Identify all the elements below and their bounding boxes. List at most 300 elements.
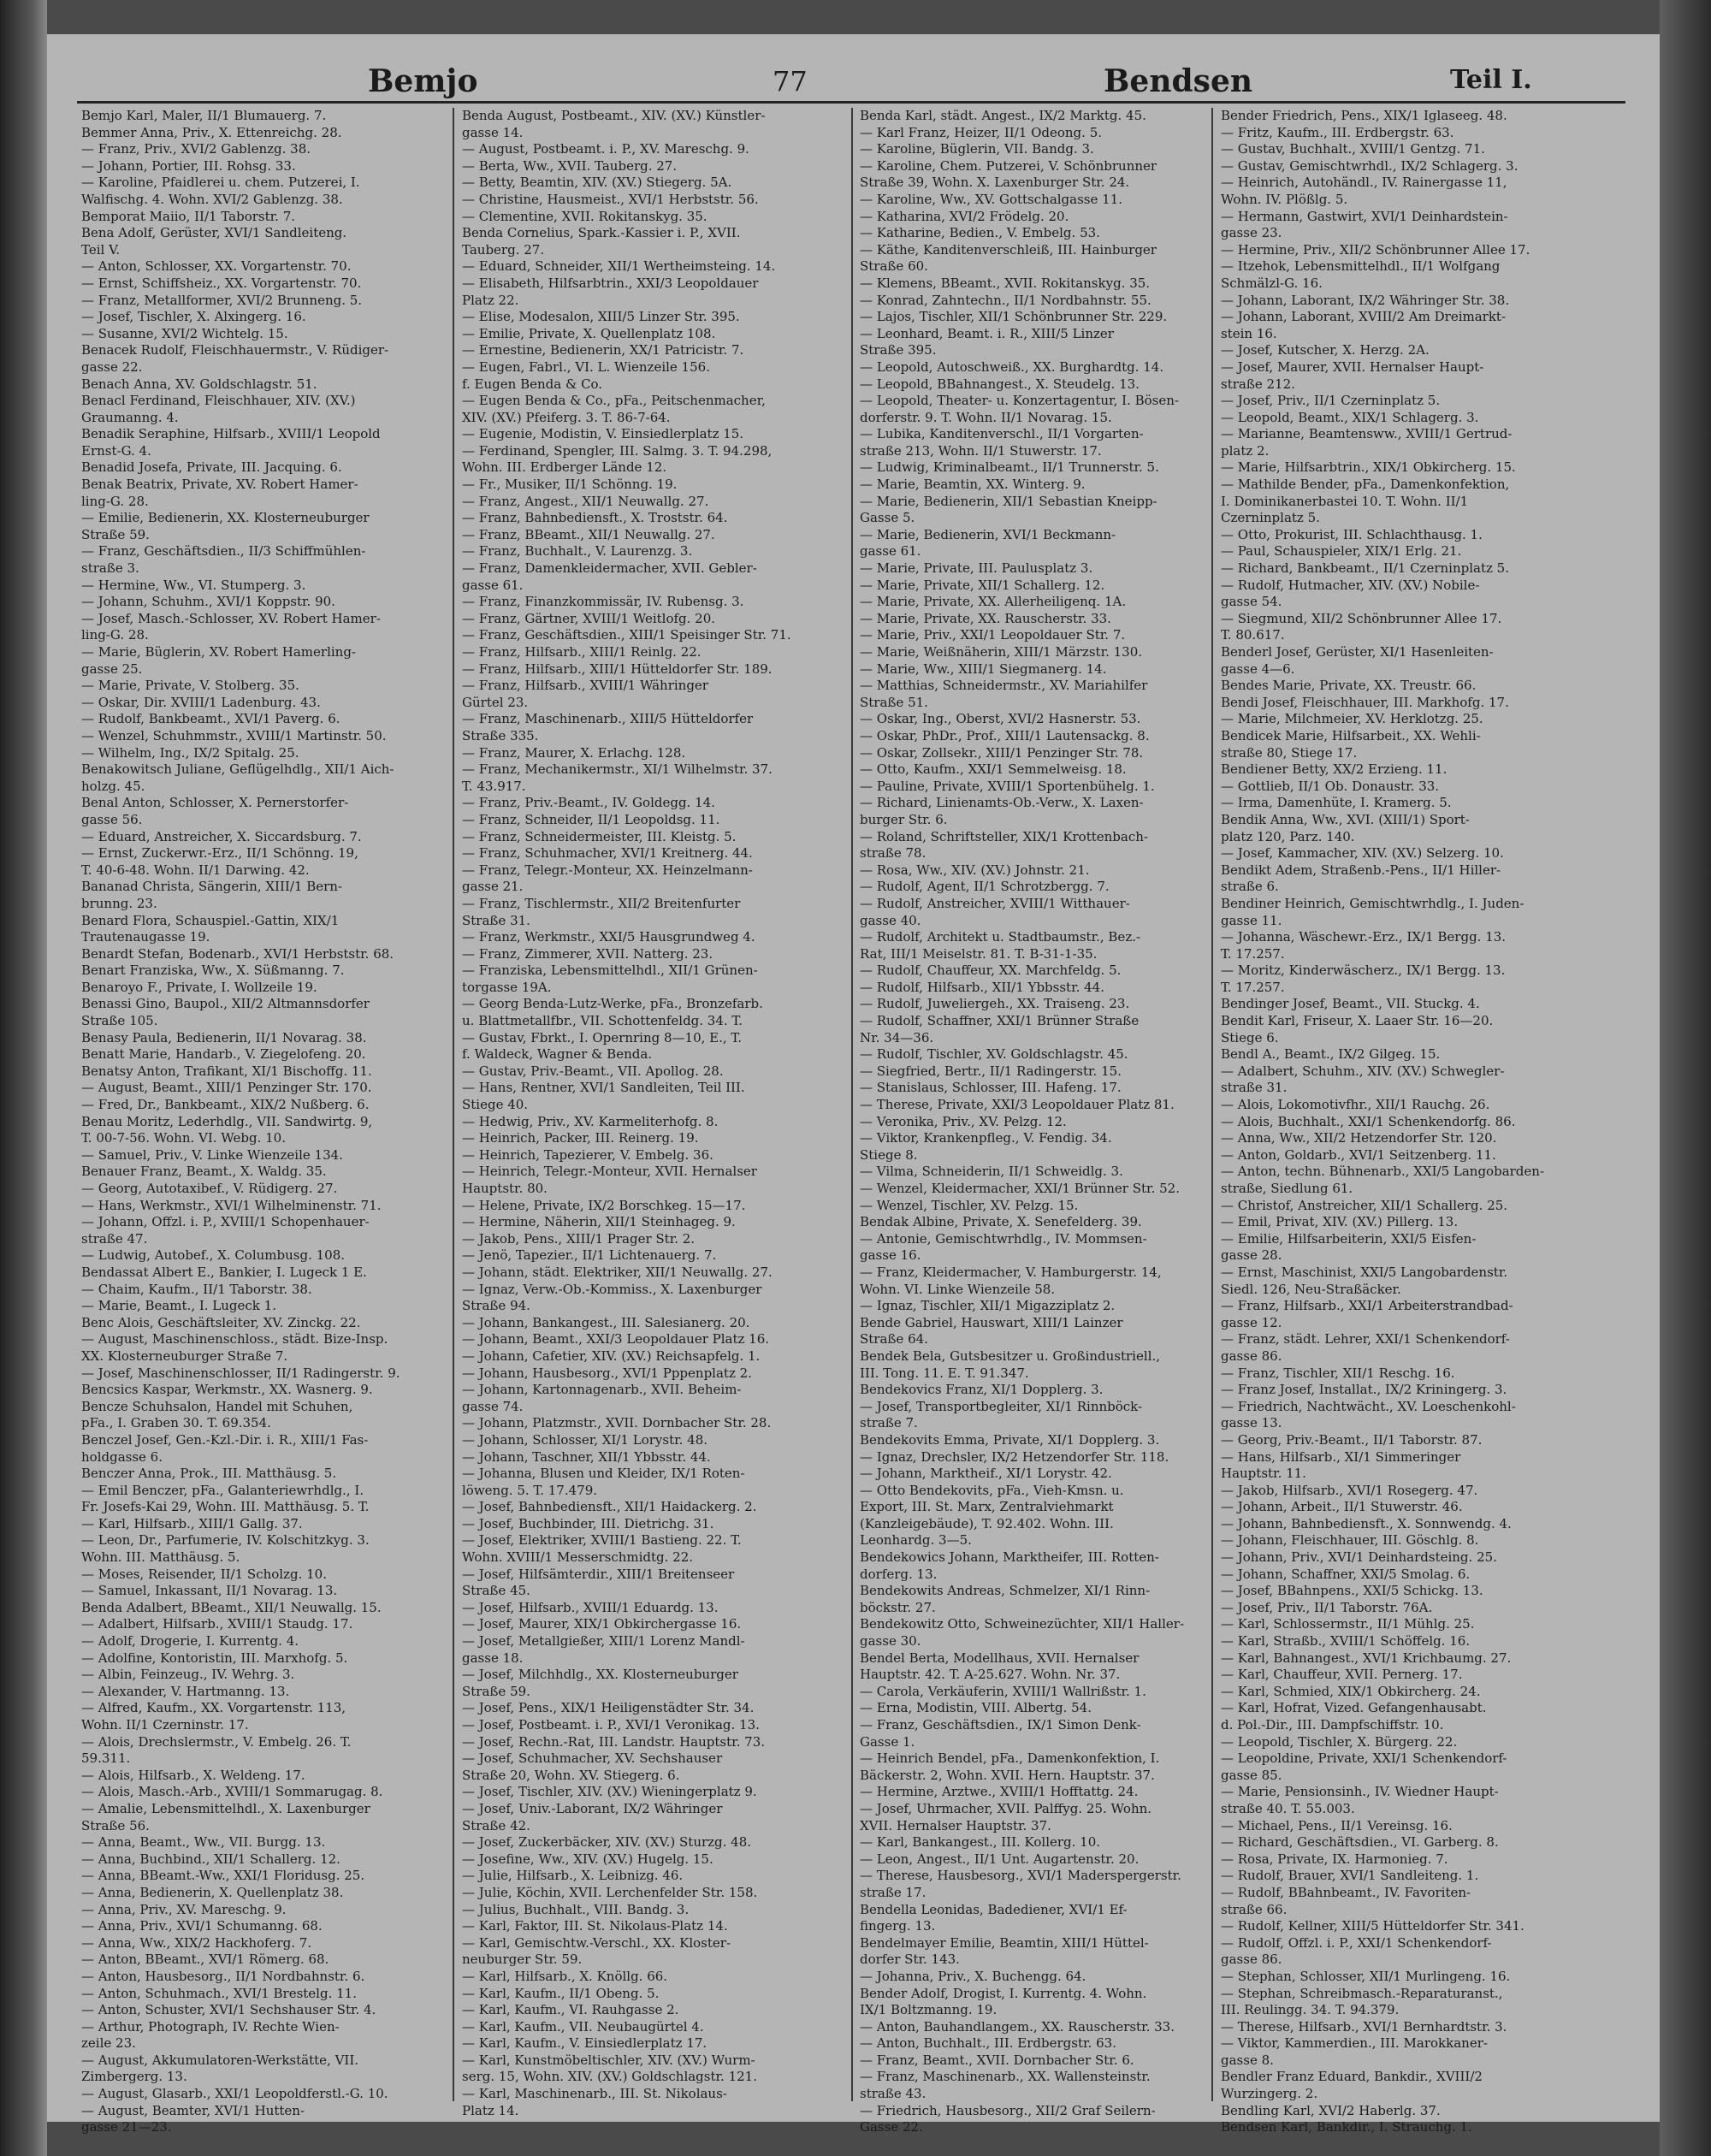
directory-entry: — Anton, Schlosser, XX. Vorgartenstr. 70. — [81, 258, 352, 275]
directory-entry: — Christof, Anstreicher, XII/1 Schallerg. 25. — [1221, 1197, 1508, 1213]
directory-entry: — Eduard, Anstreicher, X. Siccardsburg. 7. — [81, 828, 362, 844]
directory-entry: gasse 56. — [81, 811, 143, 827]
directory-entry: Benasy Paula, Bedienerin, II/1 Novarag. 38. — [81, 1029, 367, 1045]
directory-entry: — Franz, Mechanikermstr., XI/1 Wilhelmstr. 37. — [462, 761, 773, 778]
directory-entry: Bende Gabriel, Hauswart, XIII/1 Lainzer — [860, 1314, 1123, 1330]
directory-entry: gasse 54. — [1221, 594, 1282, 610]
directory-entry: — Marie, Private, XII/1 Schallerg. 12. — [860, 577, 1105, 593]
directory-entry: — Wenzel, Kleidermacher, XXI/1 Brünner Str. 52. — [860, 1181, 1180, 1196]
directory-entry: — Rudolf, BBahnbeamt., IV. Favoriten- — [1221, 1884, 1471, 1900]
directory-entry: Bendak Albine, Private, X. Senefelderg. 39. — [860, 1214, 1142, 1230]
directory-entry: holzg. 45. — [81, 778, 145, 794]
directory-entry: — Hermine, Näherin, XII/1 Steinhageg. 9. — [462, 1214, 736, 1230]
part-label: Teil I. — [1450, 65, 1532, 95]
directory-entry: T. 43.917. — [462, 778, 526, 794]
directory-entry: Bendelmayer Emilie, Beamtin, XIII/1 Hüttel- — [860, 1934, 1149, 1951]
directory-entry: straße 80, Stiege 17. — [1221, 744, 1358, 761]
directory-entry: Bender Adolf, Drogist, I. Kurrentg. 4. Wohn. — [860, 1985, 1147, 2001]
directory-entry: — Marie, Private, XX. Rauscherstr. 33. — [860, 610, 1111, 626]
directory-entry: Gasse 5. — [860, 510, 915, 526]
directory-entry: — Marie, Bedienerin, XVI/1 Beckmann- — [860, 526, 1116, 542]
directory-entry: Straße 56. — [81, 1817, 150, 1833]
directory-entry: — Gustav, Buchhalt., XVIII/1 Gentzg. 71. — [1221, 141, 1485, 157]
directory-entry: — Ernestine, Bedienerin, XX/1 Patricistr. 7. — [462, 342, 744, 358]
directory-entry: — Rudolf, Kellner, XIII/5 Hütteldorfer Str. 341. — [1221, 1918, 1525, 1934]
directory-entry: — Karl, Chauffeur, XVII. Pernerg. 17. — [1221, 1667, 1463, 1683]
directory-entry: — Leonhard, Beamt. i. R., XIII/5 Linzer — [860, 325, 1114, 341]
directory-entry: Bendler Franz Eduard, Bankdir., XVIII/2 — [1221, 2069, 1483, 2085]
directory-entry: — Alexander, V. Hartmanng. 13. — [81, 1683, 290, 1699]
directory-entry: — Josef, Tischler, XIV. (XV.) Wieningerplatz 9. — [462, 1784, 757, 1800]
directory-entry: — Franz, Maurer, X. Erlachg. 128. — [462, 744, 686, 761]
directory-entry: — Franz, Hilfsarb., XXI/1 Arbeiterstrandbad- — [1221, 1298, 1513, 1314]
directory-entry: Wurzingerg. 2. — [1221, 2086, 1318, 2102]
directory-entry: — Franz, BBeamt., XII/1 Neuwallg. 27. — [462, 526, 715, 542]
directory-entry: III. Reulingg. 34. T. 94.379. — [1221, 2002, 1400, 2018]
directory-entry: gasse 16. — [860, 1247, 921, 1264]
directory-entry: — Karl, Kaufm., VII. Neubaugürtel 4. — [462, 2018, 704, 2035]
directory-entry: — Rosa, Ww., XIV. (XV.) Johnstr. 21. — [860, 862, 1090, 878]
directory-entry: Teil V. — [81, 241, 121, 258]
directory-entry: Straße 45. — [462, 1583, 530, 1599]
directory-entry: — Marie, Beamt., I. Lugeck 1. — [81, 1298, 276, 1314]
directory-entry: — Elise, Modesalon, XIII/5 Linzer Str. 395. — [462, 309, 740, 325]
page-number: 77 — [773, 65, 808, 98]
directory-entry: Bencze Schuhsalon, Handel mit Schuhen, — [81, 1398, 353, 1414]
directory-entry: Bendekowitz Otto, Schweinezüchter, XII/1 Haller- — [860, 1616, 1185, 1632]
directory-entry: — Karoline, Chem. Putzerei, V. Schönbrunner — [860, 157, 1157, 174]
directory-entry: — Franz, Hilfsarb., XIII/1 Reinlg. 22. — [462, 644, 702, 660]
directory-entry: — Clementine, XVII. Rokitanskyg. 35. — [462, 208, 707, 224]
directory-entry: — Josef, Bahnbediensft., XII/1 Haidackerg. 2. — [462, 1499, 757, 1515]
directory-entry: — Franz, Damenkleidermacher, XVII. Gebler- — [462, 560, 757, 577]
directory-entry: Benard Flora, Schauspiel.-Gattin, XIX/1 — [81, 912, 340, 928]
directory-entry: — Franz, Maschinenarb., XX. Wallensteinstr. — [860, 2069, 1151, 2085]
directory-entry: — Heinrich, Autohändl., IV. Rainergasse 11, — [1221, 175, 1507, 191]
directory-entry: Straße 39, Wohn. X. Laxenburger Str. 24. — [860, 175, 1130, 191]
directory-entry: — Marie, Private, V. Stolberg. 35. — [81, 678, 299, 694]
directory-entry: — Franz, Tischler, XII/1 Reschg. 16. — [1221, 1365, 1455, 1381]
directory-entry: Wohn. III. Erdberger Lände 12. — [462, 459, 667, 476]
directory-entry: straße 213, Wohn. II/1 Stuwerstr. 17. — [860, 442, 1102, 459]
directory-entry: dorferg. 13. — [860, 1566, 938, 1582]
directory-entry: Bendicek Marie, Hilfsarbeit., XX. Wehli- — [1221, 727, 1481, 743]
directory-entry: platz 2. — [1221, 442, 1270, 459]
directory-entry: — Franz, Buchhalt., V. Laurenzg. 3. — [462, 543, 693, 560]
directory-entry: — Rudolf, Brauer, XVI/1 Sandleiteng. 1. — [1221, 1868, 1479, 1884]
directory-entry: Bananad Christa, Sängerin, XIII/1 Bern- — [81, 879, 342, 895]
directory-entry: — Johann, Laborant, XVIII/2 Am Dreimarkt- — [1221, 309, 1507, 325]
directory-entry: Wohn. IV. Plößlg. 5. — [1221, 191, 1348, 207]
directory-entry: — Marie, Weißnäherin, XIII/1 Märzstr. 130. — [860, 644, 1143, 660]
directory-entry: — Hans, Hilfsarb., XI/1 Simmeringer — [1221, 1448, 1461, 1465]
directory-entry: — Marie, Priv., XXI/1 Leopoldauer Str. 7. — [860, 627, 1126, 643]
directory-entry: Benczer Anna, Prok., III. Matthäusg. 5. — [81, 1466, 337, 1482]
directory-entry: — Marie, Bedienerin, XII/1 Sebastian Kneipp- — [860, 493, 1157, 509]
directory-entry: Benacl Ferdinand, Fleischhauer, XIV. (XV.) — [81, 393, 356, 409]
directory-entry: Bendiener Betty, XX/2 Erzieng. 11. — [1221, 761, 1448, 778]
directory-entry: Bendikt Adem, Straßenb.-Pens., II/1 Hiller- — [1221, 862, 1501, 878]
directory-entry: straße 47. — [81, 1230, 148, 1247]
directory-entry: — Oskar, Zollsekr., XIII/1 Penzinger Str. 78. — [860, 744, 1144, 761]
directory-entry: — Karl, Straßb., XVIII/1 Schöffelg. 16. — [1221, 1633, 1471, 1650]
directory-entry: — Pauline, Private, XVIII/1 Sportenbühelg. 1. — [860, 778, 1155, 794]
directory-entry: Bendl A., Beamt., IX/2 Gilgeg. 15. — [1221, 1046, 1441, 1063]
directory-entry: Benadik Seraphine, Hilfsarb., XVIII/1 Leopold — [81, 426, 381, 442]
directory-entry: Wohn. II/1 Czerninstr. 17. — [81, 1717, 249, 1732]
directory-entry: — Heinrich, Telegr.-Monteur, XVII. Hernalser — [462, 1164, 757, 1180]
directory-entry: Benassi Gino, Baupol., XII/2 Altmannsdorfer — [81, 996, 370, 1012]
directory-entry: — Franz, Priv.-Beamt., IV. Goldegg. 14. — [462, 795, 715, 811]
directory-entry: — Ignaz, Verw.-Ob.-Kommiss., X. Laxenburger — [462, 1281, 762, 1297]
directory-entry: — Johann, Portier, III. Rohsg. 33. — [81, 157, 296, 174]
directory-entry: straße 66. — [1221, 1901, 1288, 1917]
directory-entry: XVII. Hernalser Hauptstr. 37. — [860, 1817, 1051, 1833]
directory-entry: — Josef, Kammacher, XIV. (XV.) Selzerg. 10. — [1221, 845, 1504, 862]
directory-entry: — Eugen, Fabrl., VI. L. Wienzeile 156. — [462, 358, 710, 375]
directory-entry: — Rudolf, Bankbeamt., XVI/1 Paverg. 6. — [81, 711, 340, 727]
directory-entry: Zimbergerg. 13. — [81, 2069, 187, 2085]
directory-entry: Straße 60. — [860, 258, 928, 275]
directory-entry: — Josef, Priv., II/1 Czerninplatz 5. — [1221, 393, 1441, 409]
directory-entry: — Arthur, Photograph, IV. Rechte Wien- — [81, 2018, 340, 2035]
directory-entry: — Rudolf, Schaffner, XXI/1 Brünner Straße — [860, 1013, 1140, 1029]
right-guide-word: Bendsen — [1104, 63, 1253, 99]
directory-entry: Benacek Rudolf, Fleischhauermstr., V. Rüdiger- — [81, 342, 389, 358]
directory-entry: — Leopoldine, Private, XXI/1 Schenkendorf- — [1221, 1750, 1507, 1767]
directory-entry: — Franz, Schneidermeister, III. Kleistg. 5. — [462, 828, 737, 844]
directory-entry: — Rudolf, Chauffeur, XX. Marchfeldg. 5. — [860, 962, 1122, 979]
directory-entry: — Fr., Musiker, II/1 Schönng. 19. — [462, 477, 678, 493]
directory-entry: — Karl Franz, Heizer, II/1 Odeong. 5. — [860, 124, 1103, 140]
directory-entry: gasse 22. — [81, 358, 143, 375]
directory-entry: gasse 30. — [860, 1633, 921, 1650]
directory-entry: — Anton, techn. Bühnenarb., XXI/5 Langobarden- — [1221, 1164, 1545, 1180]
directory-entry: Benau Moritz, Lederhdlg., VII. Sandwirtg. 9, — [81, 1113, 373, 1129]
directory-entry: — Josef, Rechn.-Rat, III. Landstr. Hauptstr. 73. — [462, 1733, 766, 1750]
directory-entry: — Adolfine, Kontoristin, III. Marxhofg. 5. — [81, 1650, 348, 1666]
directory-entry: T. 40-6-48. Wohn. II/1 Darwing. 42. — [81, 862, 310, 878]
directory-entry: — Anna, Ww., XIX/2 Hackhoferg. 7. — [81, 1934, 312, 1951]
directory-entry: — Richard, Geschäftsdien., VI. Garberg. 8. — [1221, 1834, 1499, 1851]
directory-entry: — Hermann, Gastwirt, XVI/1 Deinhardstein- — [1221, 208, 1508, 224]
directory-entry: — Karl, Schlossermstr., II/1 Mühlg. 25. — [1221, 1616, 1475, 1632]
directory-entry: Wohn. XVIII/1 Messerschmidtg. 22. — [462, 1549, 694, 1566]
directory-entry: — Anton, Schuhmach., XVI/1 Brestelg. 11. — [81, 1985, 357, 2001]
directory-entry: Straße 59. — [81, 526, 150, 542]
directory-entry: Benardt Stefan, Bodenarb., XVI/1 Herbststr. 68. — [81, 945, 394, 962]
directory-entry: straße 40. T. 55.003. — [1221, 1800, 1355, 1816]
directory-entry: — Samuel, Priv., V. Linke Wienzeile 134. — [81, 1146, 343, 1163]
directory-entry: — Karl, Hilfsarb., X. Knöllg. 66. — [462, 1968, 668, 1984]
directory-entry: — Emilie, Private, X. Quellenplatz 108. — [462, 325, 716, 341]
directory-entry: — Marianne, Beamtensww., XVIII/1 Gertrud- — [1221, 426, 1513, 442]
directory-entry: Gasse 1. — [860, 1733, 915, 1750]
directory-entry: — Matthias, Schneidermstr., XV. Mariahilfer — [860, 678, 1148, 694]
directory-entry: gasse 25. — [81, 660, 143, 677]
directory-entry: gasse 12. — [1221, 1314, 1282, 1330]
directory-entry: straße 78. — [860, 845, 927, 862]
directory-entry: straße 7. — [860, 1415, 918, 1431]
directory-entry: III. Tong. 11. E. T. 91.347. — [860, 1365, 1029, 1381]
directory-entry: — Franz, Maschinenarb., XIII/5 Hütteldorfer — [462, 711, 754, 727]
directory-entry: holdgasse 6. — [81, 1448, 163, 1465]
directory-entry: burger Str. 6. — [860, 811, 948, 827]
directory-entry: — Leon, Angest., II/1 Unt. Augartenstr. 20. — [860, 1851, 1140, 1867]
directory-entry: — Josef, Tischler, X. Alxingerg. 16. — [81, 309, 306, 325]
directory-entry: — August, Beamter, XVI/1 Hutten- — [81, 2102, 305, 2118]
directory-entry: 59.311. — [81, 1750, 131, 1767]
directory-entry: — Marie, Beamtin, XX. Winterg. 9. — [860, 477, 1086, 493]
directory-entry: — Josef, Zuckerbäcker, XIV. (XV.) Sturzg. 48. — [462, 1834, 752, 1851]
directory-entry: — Franz, städt. Lehrer, XXI/1 Schenkendorf- — [1221, 1331, 1510, 1348]
directory-entry: — Johanna, Priv., X. Buchengg. 64. — [860, 1968, 1086, 1984]
directory-entry: — Karoline, Büglerin, VII. Bandg. 3. — [860, 141, 1094, 157]
directory-entry: T. 80.617. — [1221, 627, 1285, 643]
directory-entry: d. Pol.-Dir., III. Dampfschiffstr. 10. — [1221, 1717, 1444, 1732]
directory-entry: — Marie, Private, III. Paulusplatz 3. — [860, 560, 1093, 577]
directory-entry: straße 3. — [81, 560, 139, 577]
directory-entry: — Franz, Finanzkommissär, IV. Rubensg. 3. — [462, 594, 744, 610]
directory-entry: — Johann, Schaffner, XXI/5 Smolag. 6. — [1221, 1566, 1471, 1582]
directory-entry: straße 43. — [860, 2086, 927, 2102]
directory-entry: Benadid Josefa, Private, III. Jacquing. 6. — [81, 459, 342, 476]
directory-entry: — Josef, Schuhmacher, XV. Sechshauser — [462, 1750, 723, 1767]
directory-column-1 — [81, 108, 445, 2135]
directory-entry: Bena Adolf, Gerüster, XVI/1 Sandleiteng. — [81, 225, 347, 241]
column-divider — [851, 108, 853, 2101]
directory-entry: Bendekovits Emma, Private, XI/1 Dopplerg. 3. — [860, 1431, 1160, 1448]
directory-entry: — Alfred, Kaufm., XX. Vorgartenstr. 113, — [81, 1700, 346, 1716]
directory-entry: torgasse 19A. — [462, 979, 552, 995]
directory-entry: Bendassat Albert E., Bankier, I. Lugeck 1 E. — [81, 1264, 367, 1280]
directory-entry: XIV. (XV.) Pfeiferg. 3. T. 86-7-64. — [462, 409, 671, 425]
directory-entry: Benatt Marie, Handarb., V. Ziegelofeng. 20. — [81, 1046, 366, 1063]
directory-entry: — Otto Bendekovits, pFa., Vieh-Kmsn. u. — [860, 1482, 1124, 1498]
directory-entry: — Roland, Schriftsteller, XIX/1 Krottenbach- — [860, 828, 1148, 844]
directory-entry: Bendekovics Franz, XI/1 Dopplerg. 3. — [860, 1382, 1104, 1398]
directory-entry: Benauer Franz, Beamt., X. Waldg. 35. — [81, 1164, 327, 1180]
directory-entry: gasse 86. — [1221, 1952, 1282, 1968]
directory-entry: Bendek Bela, Gutsbesitzer u. Großindustriell., — [860, 1348, 1160, 1364]
directory-entry: — Josef, Postbeamt. i. P., XVI/1 Veronikag. 13. — [462, 1717, 760, 1732]
directory-entry: — Veronika, Priv., XV. Pelzg. 12. — [860, 1113, 1067, 1129]
directory-entry: — Josef, Univ.-Laborant, IX/2 Währinger — [462, 1800, 723, 1816]
directory-entry: — Franz, Angest., XII/1 Neuwallg. 27. — [462, 493, 709, 509]
directory-entry: — Johann, Beamt., XXI/3 Leopoldauer Platz 16. — [462, 1331, 770, 1348]
directory-entry: — Franz, Hilfsarb., XIII/1 Hütteldorfer Str. 189. — [462, 660, 773, 677]
directory-entry: gasse 61. — [462, 577, 524, 593]
directory-entry: — Franz, Geschäftsdien., IX/1 Simon Denk- — [860, 1717, 1141, 1732]
directory-entry: — Otto, Kaufm., XXI/1 Semmelweisg. 18. — [860, 761, 1127, 778]
directory-entry: — Berta, Ww., XVII. Tauberg. 27. — [462, 157, 678, 174]
directory-entry: gasse 74. — [462, 1398, 524, 1414]
directory-entry: — Josef, Maschinenschlosser, II/1 Radingerstr. 9. — [81, 1365, 400, 1381]
directory-entry: Ernst-G. 4. — [81, 442, 151, 459]
directory-entry: — Johann, Hausbesorg., XVI/1 Pppenplatz 2. — [462, 1365, 752, 1381]
directory-entry: — Eugen Benda & Co., pFa., Peitschenmacher, — [462, 393, 766, 409]
directory-entry: — Karoline, Pfaidlerei u. chem. Putzerei, I. — [81, 175, 360, 191]
directory-entry: — Anna, Beamt., Ww., VII. Burgg. 13. — [81, 1834, 326, 1851]
directory-entry: gasse 85. — [1221, 1767, 1282, 1783]
directory-entry: — Gustav, Gemischtwrhdl., IX/2 Schlagerg. 3. — [1221, 157, 1519, 174]
directory-entry: — Franz, Bahnbediensft., X. Troststr. 64. — [462, 510, 728, 526]
directory-entry: Bendinger Josef, Beamt., VII. Stuckg. 4. — [1221, 996, 1480, 1012]
directory-entry: — Leopold, Autoschweiß., XX. Burghardtg. 14. — [860, 358, 1164, 375]
directory-entry: — Julie, Köchin, XVII. Lerchenfelder Str. 158. — [462, 1884, 758, 1900]
directory-entry: — Marie, Pensionsinh., IV. Wiedner Haupt- — [1221, 1784, 1499, 1800]
directory-entry: gasse 61. — [860, 543, 921, 560]
directory-entry: — Richard, Linienamts-Ob.-Verw., X. Laxen- — [860, 795, 1144, 811]
directory-entry: — Karl, Kaufm., II/1 Obeng. 5. — [462, 1985, 660, 2001]
directory-entry: — Fritz, Kaufm., III. Erdbergstr. 63. — [1221, 124, 1454, 140]
directory-entry: — Ernst, Zuckerwr.-Erz., II/1 Schönng. 19, — [81, 845, 358, 862]
directory-entry: — Josef, Pens., XIX/1 Heiligenstädter Str. 34. — [462, 1700, 755, 1716]
directory-entry: straße 17. — [860, 1884, 927, 1900]
directory-entry: Bemporat Maiio, II/1 Taborstr. 7. — [81, 208, 296, 224]
directory-entry: — Julius, Buchhalt., VIII. Bandg. 3. — [462, 1901, 690, 1917]
directory-entry: — Leopold, BBahnangest., X. Steudelg. 13. — [860, 376, 1140, 392]
directory-entry: — Lubika, Kanditenverschl., II/1 Vorgarten- — [860, 426, 1144, 442]
directory-entry: — Stephan, Schreibmasch.-Reparaturanst., — [1221, 1985, 1503, 2001]
directory-entry: — Katharina, XVI/2 Frödelg. 20. — [860, 208, 1069, 224]
directory-entry: — Chaim, Kaufm., II/1 Taborstr. 38. — [81, 1281, 312, 1297]
directory-entry: Straße 31. — [462, 912, 530, 928]
directory-entry: — Anna, Priv., XV. Mareschg. 9. — [81, 1901, 287, 1917]
directory-entry: platz 120, Parz. 140. — [1221, 828, 1355, 844]
directory-entry: — August, Maschinenschloss., städt. Bize-Insp. — [81, 1331, 388, 1348]
directory-entry: — Rudolf, Juweliergeh., XX. Traiseng. 23. — [860, 996, 1130, 1012]
directory-entry: — August, Akkumulatoren-Werkstätte, VII. — [81, 2052, 359, 2068]
left-guide-word: Bemjo — [368, 63, 478, 99]
directory-entry: — Carola, Verkäuferin, XVIII/1 Wallrißstr. 1. — [860, 1683, 1146, 1699]
directory-entry: Export, III. St. Marx, Zentralviehmarkt — [860, 1499, 1114, 1515]
directory-entry: — Leopold, Theater- u. Konzertagentur, I. Bösen- — [860, 393, 1179, 409]
directory-entry: — Gustav, Fbrkt., I. Opernring 8—10, E., T. — [462, 1029, 742, 1045]
directory-entry: gasse 13. — [1221, 1415, 1282, 1431]
directory-entry: — Johann, Platzmstr., XVII. Dornbacher Str. 28. — [462, 1415, 772, 1431]
directory-entry: — Helene, Private, IX/2 Borschkeg. 15—17. — [462, 1197, 746, 1213]
directory-entry: Czerninplatz 5. — [1221, 510, 1320, 526]
directory-entry: — Johann, Cafetier, XIV. (XV.) Reichsapfelg. 1. — [462, 1348, 761, 1364]
directory-entry: Straße 42. — [462, 1817, 530, 1833]
directory-entry: — Therese, Hausbesorg., XVI/1 Maderspergerstr. — [860, 1868, 1181, 1884]
directory-entry: — Rudolf, Hilfsarb., XII/1 Ybbsstr. 44. — [860, 979, 1104, 995]
directory-entry: — Franz, Hilfsarb., XVIII/1 Währinger — [462, 678, 708, 694]
directory-entry: — Erna, Modistin, VIII. Albertg. 54. — [860, 1700, 1092, 1716]
directory-entry: — Adalbert, Schuhm., XIV. (XV.) Schwegler- — [1221, 1063, 1505, 1079]
directory-entry: böckstr. 27. — [860, 1599, 936, 1615]
directory-entry: neuburger Str. 59. — [462, 1952, 583, 1968]
directory-entry: — Rudolf, Hutmacher, XIV. (XV.) Nobile- — [1221, 577, 1480, 593]
directory-entry: Benderl Josef, Gerüster, XI/1 Hasenleiten- — [1221, 644, 1494, 660]
directory-entry: — Marie, Milchmeier, XV. Herklotzg. 25. — [1221, 711, 1483, 727]
directory-entry: — Otto, Prokurist, III. Schlachthausg. 1. — [1221, 526, 1483, 542]
directory-entry: — Johanna, Blusen und Kleider, IX/1 Roten- — [462, 1466, 745, 1482]
directory-entry: dorferstr. 9. T. Wohn. II/1 Novarag. 15. — [860, 409, 1112, 425]
directory-entry: — Irma, Damenhüte, I. Kramerg. 5. — [1221, 795, 1452, 811]
directory-column-2 — [462, 108, 843, 2118]
directory-entry: — Josef, Elektriker, XVIII/1 Bastieng. 22. T. — [462, 1532, 742, 1549]
directory-entry: — Moses, Reisender, II/1 Scholzg. 10. — [81, 1566, 327, 1582]
directory-entry: — Konrad, Zahntechn., II/1 Nordbahnstr. 55. — [860, 292, 1152, 308]
directory-entry: Schmälzl-G. 16. — [1221, 275, 1323, 291]
directory-entry: — Franz, Priv., XVI/2 Gablenzg. 38. — [81, 141, 311, 157]
directory-entry: — Hans, Werkmstr., XVI/1 Wilhelminenstr. 71. — [81, 1197, 382, 1213]
directory-entry: gasse 21. — [462, 879, 524, 895]
directory-entry: Straße 51. — [860, 694, 928, 710]
directory-entry: — Hans, Rentner, XVI/1 Sandleiten, Teil III. — [462, 1080, 745, 1096]
directory-entry: — Friedrich, Nachtwächt., XV. Loeschenkohl- — [1221, 1398, 1516, 1414]
directory-entry: — Heinrich, Packer, III. Reinerg. 19. — [462, 1130, 699, 1146]
directory-entry: — Franz, Metallformer, XVI/2 Brunneng. 5. — [81, 292, 363, 308]
directory-entry: gasse 28. — [1221, 1247, 1282, 1264]
directory-entry: Straße 20, Wohn. XV. Stiegerg. 6. — [462, 1767, 680, 1783]
directory-entry: gasse 21—23. — [81, 2119, 172, 2135]
column-divider — [453, 108, 454, 2101]
directory-entry: gasse 11. — [1221, 912, 1282, 928]
directory-entry: — Viktor, Kammerdien., III. Marokkaner- — [1221, 2035, 1488, 2052]
directory-entry: Benart Franziska, Ww., X. Süßmanng. 7. — [81, 962, 345, 979]
directory-entry: — Josef, BBahnpens., XXI/5 Schickg. 13. — [1221, 1583, 1483, 1599]
directory-entry: Benczel Josef, Gen.-Kzl.-Dir. i. R., XIII/1 Fas- — [81, 1431, 369, 1448]
directory-entry: serg. 15, Wohn. XIV. (XV.) Goldschlagstr. 121. — [462, 2069, 757, 2085]
directory-entry: — Leon, Dr., Parfumerie, IV. Kolschitzkyg. 3. — [81, 1532, 370, 1549]
directory-entry: — Johann, städt. Elektriker, XII/1 Neuwallg. 27. — [462, 1264, 773, 1280]
directory-entry: — Adolf, Drogerie, I. Kurrentg. 4. — [81, 1633, 299, 1650]
directory-entry: — Josef, Uhrmacher, XVII. Palffyg. 25. Wohn. — [860, 1800, 1152, 1816]
directory-entry: Gürtel 23. — [462, 694, 529, 710]
directory-entry: Benc Alois, Geschäftsleiter, XV. Zinckg. 22. — [81, 1314, 361, 1330]
book-spine-shadow — [0, 0, 47, 2156]
directory-entry: — Mathilde Bender, pFa., Damenkonfektion, — [1221, 477, 1510, 493]
directory-entry: — Alois, Buchhalt., XXI/1 Schenkendorfg. 86. — [1221, 1113, 1516, 1129]
directory-entry: — Gustav, Priv.-Beamt., VII. Apollog. 28. — [462, 1063, 724, 1079]
directory-entry: — Karl, Bankangest., III. Kollerg. 10. — [860, 1834, 1101, 1851]
directory-entry: — Franz, Tischlermstr., XII/2 Breitenfurter — [462, 895, 741, 911]
directory-entry: — Karl, Kunstmöbeltischler, XIV. (XV.) Wurm- — [462, 2052, 755, 2068]
directory-entry: — Therese, Private, XXI/3 Leopoldauer Platz 81. — [860, 1097, 1175, 1113]
directory-entry: — Marie, Hilfsarbtrin., XIX/1 Obkircherg. 15. — [1221, 459, 1516, 476]
directory-entry: — Franz, Werkmstr., XXI/5 Hausgrundweg 4. — [462, 929, 755, 945]
directory-entry: — August, Postbeamt. i. P., XV. Mareschg. 9. — [462, 141, 749, 157]
directory-entry: Stiege 6. — [1221, 1029, 1279, 1045]
directory-entry: — Elisabeth, Hilfsarbtrin., XXI/3 Leopoldauer — [462, 275, 759, 291]
directory-entry: — Josef, Hilfsarb., XVIII/1 Eduardg. 13. — [462, 1599, 719, 1615]
directory-entry: — Viktor, Krankenpfleg., V. Fendig. 34. — [860, 1130, 1112, 1146]
page-edge-shadow — [1660, 0, 1711, 2156]
directory-entry: — Josef, Kutscher, X. Herzg. 2A. — [1221, 342, 1430, 358]
directory-entry: ling-G. 28. — [81, 627, 149, 643]
directory-entry: — Franz, Geschäftsdien., II/3 Schiffmühlen- — [81, 543, 366, 560]
directory-entry: — Franz, Gärtner, XVIII/1 Weitlofg. 20. — [462, 610, 716, 626]
directory-entry: — Therese, Hilfsarb., XVI/1 Bernhardtstr. 3. — [1221, 2018, 1507, 2035]
directory-entry: Straße 395. — [860, 342, 937, 358]
directory-entry: — Eduard, Schneider, XII/1 Wertheimsteing. 14. — [462, 258, 776, 275]
directory-entry: — Wenzel, Schuhmmstr., XVIII/1 Martinstr. 50. — [81, 727, 387, 743]
directory-entry: — Johann, Arbeit., II/1 Stuwerstr. 46. — [1221, 1499, 1463, 1515]
directory-entry: — Vilma, Schneiderin, II/1 Schweidlg. 3. — [860, 1164, 1123, 1180]
directory-entry: — Karl, Hofrat, Vized. Gefangenhausabt. — [1221, 1700, 1487, 1716]
directory-entry: — Anton, Schuster, XVI/1 Sechshauser Str. 4. — [81, 2002, 376, 2018]
directory-entry: — Anna, Bedienerin, X. Quellenplatz 38. — [81, 1884, 344, 1900]
directory-entry: — Klemens, BBeamt., XVII. Rokitanskyg. 35. — [860, 275, 1151, 291]
directory-entry: — Hermine, Arztwe., XVIII/1 Hofftattg. 24. — [860, 1784, 1139, 1800]
directory-entry: — Heinrich Bendel, pFa., Damenkonfektion, I. — [860, 1750, 1160, 1767]
directory-entry: — Rudolf, Architekt u. Stadtbaumstr., Bez.- — [860, 929, 1141, 945]
directory-entry: — Richard, Bankbeamt., II/1 Czerninplatz 5. — [1221, 560, 1509, 577]
directory-entry: gasse 8. — [1221, 2052, 1274, 2068]
